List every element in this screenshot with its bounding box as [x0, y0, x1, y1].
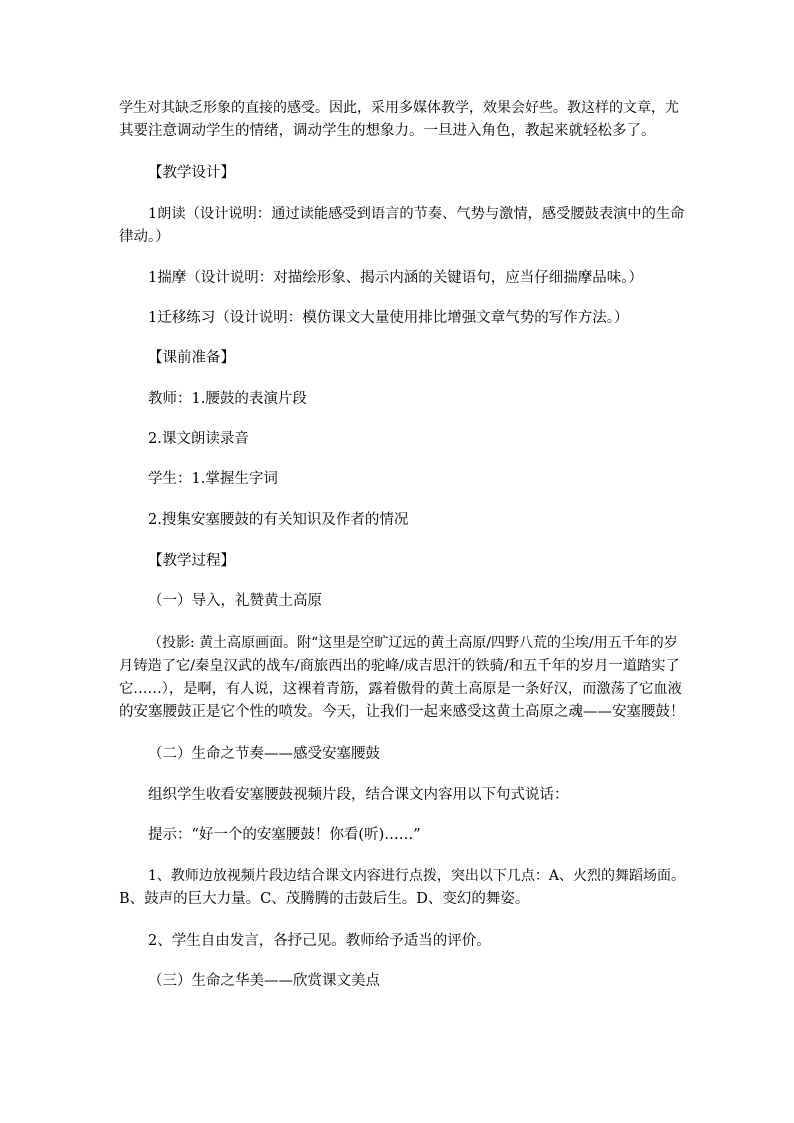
section-heading-process: 【教学过程】 [148, 553, 235, 569]
step1-body-line: 它……），是啊，有人说，这裸着青筋，露着傲骨的黄土高原是一条好汉，而激荡了它血液 [119, 681, 682, 697]
step2-item1-cont: B、鼓声的巨大力量。C、茂腾腾的击鼓后生。D、变幻的舞姿。 [119, 891, 530, 907]
design-item-study: 1揣摩（设计说明：对描绘形象、揭示内涵的关键语句，应当仔细揣摩品味。） [148, 270, 643, 286]
step2-organize: 组织学生收看安塞腰鼓视频片段，结合课文内容用以下句式说话： [148, 787, 569, 803]
prep-student-item2: 2.搜集安塞腰鼓的有关知识及作者的情况 [148, 512, 409, 528]
section-heading-design: 【教学设计】 [148, 165, 235, 181]
step1-title: （一）导入，礼赞黄土高原 [148, 593, 322, 609]
design-item-reading-cont: 律动。） [119, 229, 170, 245]
step2-item2: 2、学生自由发言，各抒己见。教师给予适当的评价。 [148, 933, 491, 949]
body-text-line: 学生对其缺乏形象的直接的感受。因此，采用多媒体教学，效果会好些。教这样的文章，尤 [119, 100, 679, 116]
body-text-line: 其要注意调动学生的情绪，调动学生的想象力。一旦进入角色，教起来就轻松多了。 [119, 123, 656, 139]
prep-student-item1: 学生：1.掌握生字词 [148, 471, 278, 487]
step2-item1: 1、教师边放视频片段边结合课文内容进行点拨，突出以下几点：A、火烈的舞蹈场面。 [148, 868, 686, 884]
step2-title: （二）生命之节奏——感受安塞腰鼓 [148, 746, 380, 762]
prep-teacher-item2: 2.课文朗读录音 [148, 431, 249, 447]
step1-body-line: 月铸造了它/秦皇汉武的战车/商旅西出的驼峰/成吉思汗的铁骑/和五千年的岁月一道踏实了 [119, 658, 680, 674]
step3-title: （三）生命之华美——欣赏课文美点 [148, 973, 380, 989]
step1-body-line: （投影: 黄土高原画面。附“这里是空旷辽远的黄土高原/四野八荒的尘埃/用五千年的岁 [148, 635, 678, 651]
design-item-transfer: 1迁移练习（设计说明：模仿课文大量使用排比增强文章气势的写作方法。） [148, 310, 629, 326]
step1-body-line: 的安塞腰鼓正是它个性的喷发。今天，让我们一起来感受这黄土高原之魂——安塞腰鼓！ [119, 704, 685, 720]
section-heading-prep: 【课前准备】 [148, 350, 235, 366]
prep-teacher-item1: 教师：1.腰鼓的表演片段 [148, 391, 307, 407]
design-item-reading: 1朗读（设计说明：通过读能感受到语言的节奏、气势与激情，感受腰鼓表演中的生命 [148, 206, 685, 222]
step2-hint: 提示：“好一个的安塞腰鼓！你看(听)……” [148, 827, 421, 843]
